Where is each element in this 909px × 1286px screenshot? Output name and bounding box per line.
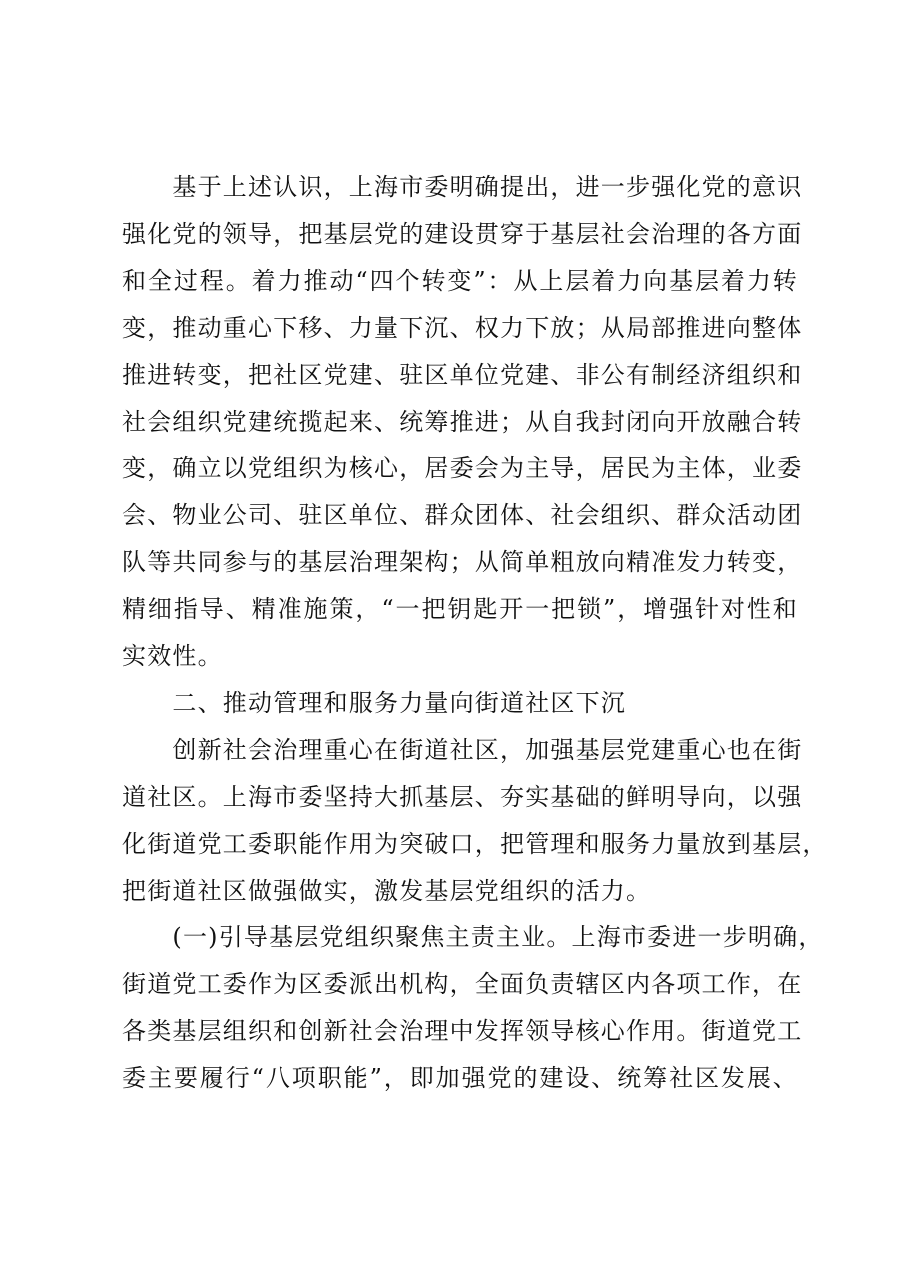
text-line: 委主要履行“八项职能”，即加强党的建设、统筹社区发展、 — [122, 1064, 798, 1092]
text-line: 二、推动管理和服务力量向街道社区下沉 — [122, 689, 626, 717]
text-line: 推进转变，把社区党建、驻区单位党建、非公有制经济组织和 — [122, 361, 803, 389]
text-line: (一)引导基层党组织聚焦主责主业。上海市委进一步明确， — [122, 923, 824, 951]
text-line: 强化党的领导，把基层党的建设贯穿于基层社会治理的各方面 — [122, 220, 803, 248]
text-line: 化街道党工委职能作用为突破口，把管理和服务力量放到基层， — [122, 830, 828, 858]
text-line: 队等共同参与的基层治理架构；从简单粗放向精准发力转变， — [122, 548, 803, 576]
text-line: 把街道社区做强做实，激发基层党组织的活力。 — [122, 877, 652, 905]
text-line: 精细指导、精准施策，“一把钥匙开一把锁”，增强针对性和 — [122, 595, 798, 623]
text-line: 各类基层组织和创新社会治理中发挥领导核心作用。街道党工 — [122, 1017, 803, 1045]
text-line: 变，确立以党组织为核心，居委会为主导，居民为主体，业委 — [122, 454, 803, 482]
text-line: 社会组织党建统揽起来、统筹推进；从自我封闭向开放融合转 — [122, 408, 803, 436]
text-line: 会、物业公司、驻区单位、群众团体、社会组织、群众活动团 — [122, 501, 803, 529]
text-line: 实效性。 — [122, 642, 223, 670]
text-line: 和全过程。着力推动“四个转变”：从上层着力向基层着力转 — [122, 267, 798, 295]
text-line: 街道党工委作为区委派出机构，全面负责辖区内各项工作，在 — [122, 970, 803, 998]
text-line: 创新社会治理重心在街道社区，加强基层党建重心也在街 — [122, 736, 803, 764]
text-line: 道社区。上海市委坚持大抓基层、夯实基础的鲜明导向，以强 — [122, 783, 803, 811]
text-line: 变，推动重心下移、力量下沉、权力下放；从局部推进向整体 — [122, 314, 803, 342]
text-line: 基于上述认识，上海市委明确提出，进一步强化党的意识 — [122, 173, 803, 201]
